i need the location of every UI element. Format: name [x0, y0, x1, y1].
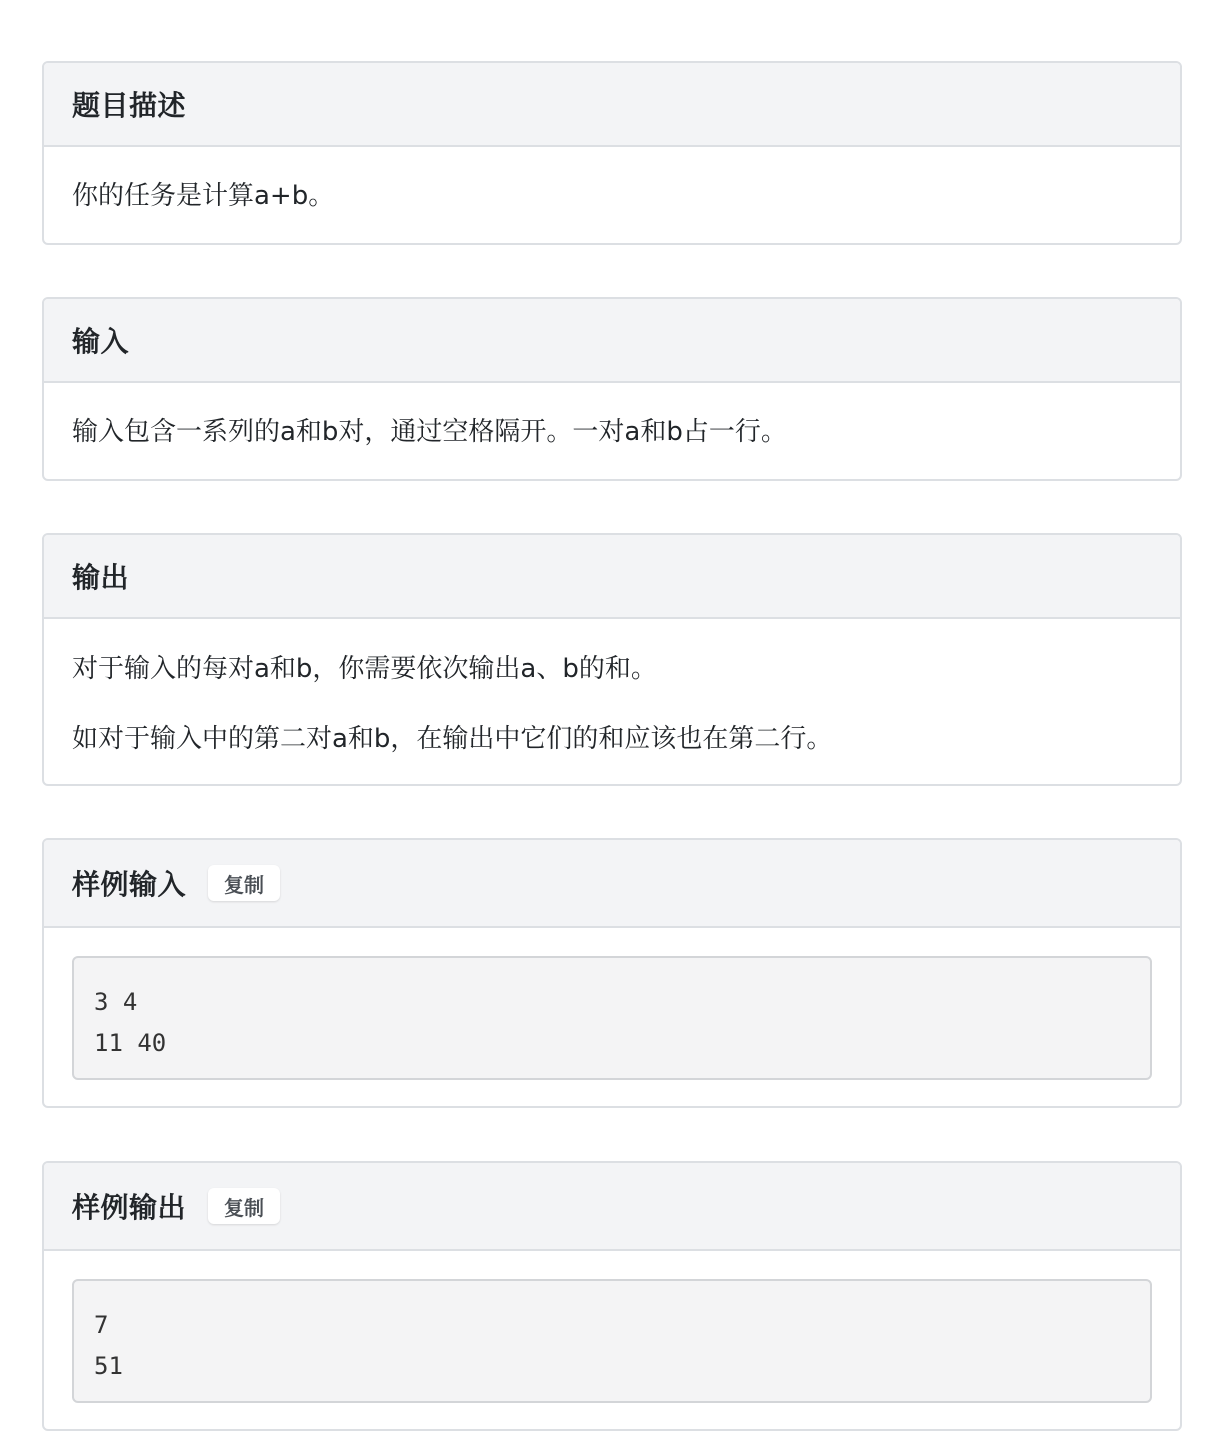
input-title: 输入 [72, 325, 130, 358]
output-card [42, 533, 1182, 786]
output-text-line-1: 对于输入的每对a和b，你需要依次输出a、b的和。 [72, 654, 657, 684]
description-text: 你的任务是计算a+b。 [72, 181, 335, 211]
sample-output-line-1: 7 [94, 1311, 109, 1339]
description-title: 题目描述 [72, 89, 187, 122]
sample-output-card [42, 1161, 1182, 1431]
sample-output-line-2: 51 [94, 1352, 123, 1380]
output-text-line-2: 如对于输入中的第二对a和b，在输出中它们的和应该也在第二行。 [72, 724, 833, 754]
input-text: 输入包含一系列的a和b对，通过空格隔开。一对a和b占一行。 [72, 417, 787, 447]
copy-sample-input-button[interactable]: 复制 [208, 865, 280, 901]
copy-sample-output-button[interactable]: 复制 [208, 1188, 280, 1224]
sample-output-header [44, 1163, 1180, 1251]
output-title: 输出 [72, 561, 130, 594]
sample-input-code [72, 956, 1152, 1080]
sample-input-card [42, 838, 1182, 1108]
sample-output-body [44, 1251, 1180, 1403]
sample-output-code [72, 1279, 1152, 1403]
description-card [42, 61, 1182, 245]
sample-input-title: 样例输入 [72, 868, 187, 901]
sample-input-line-2: 11 40 [94, 1029, 167, 1057]
output-header [44, 535, 1180, 619]
sample-input-header [44, 840, 1180, 928]
input-body [44, 383, 1180, 450]
sample-input-body [44, 928, 1180, 1080]
description-body [44, 147, 1180, 214]
sample-input-line-1: 3 4 [94, 988, 138, 1016]
input-header [44, 299, 1180, 383]
sample-output-title: 样例输出 [72, 1191, 187, 1224]
input-card [42, 297, 1182, 481]
description-header [44, 63, 1180, 147]
output-body [44, 619, 1180, 757]
